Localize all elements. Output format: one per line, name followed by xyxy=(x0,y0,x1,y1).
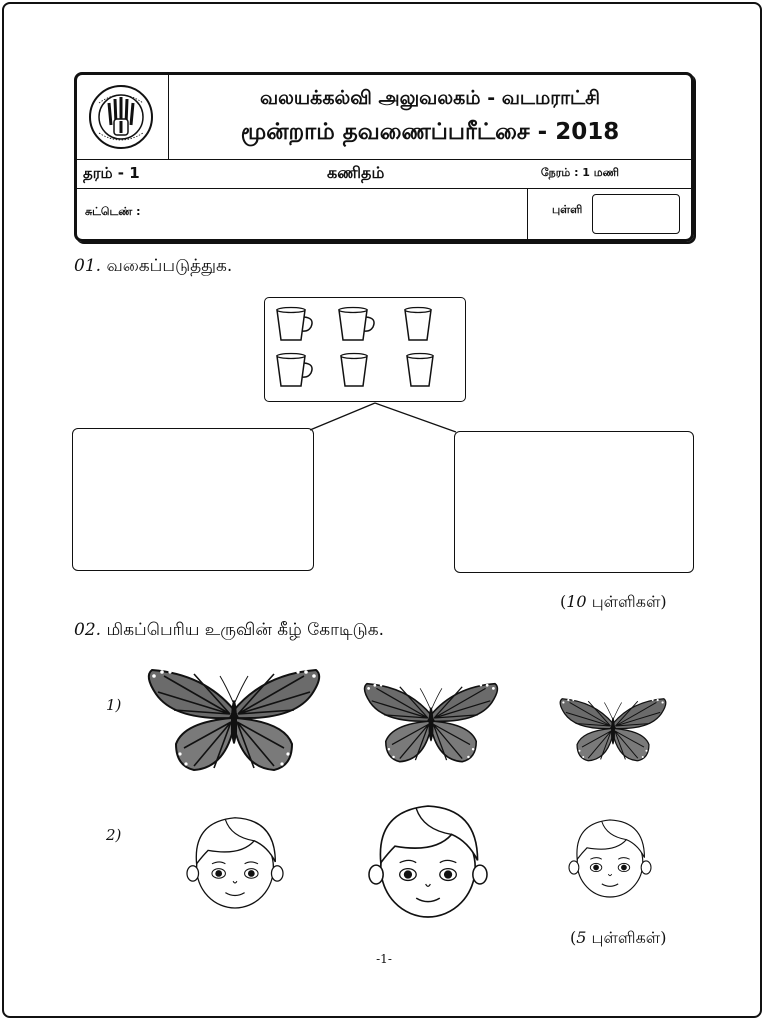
index-number-label: சுட்டெண் : xyxy=(85,205,141,218)
question-1-text: வகைப்படுத்துக. xyxy=(106,256,233,276)
grade-label: தரம் - 1 xyxy=(83,164,140,182)
marks-label: புள்ளி xyxy=(552,203,583,216)
row-1-label: 1) xyxy=(106,696,122,714)
boy-face-icon-large xyxy=(369,806,487,917)
boy-face-icon-medium xyxy=(187,818,283,908)
question-2-number: 02. xyxy=(74,620,102,640)
question-2-text: மிகப்பெரிய உருவின் கீழ் கோடிடுக. xyxy=(106,620,384,640)
boy-face-icon-small xyxy=(569,820,651,897)
butterfly-icon-small xyxy=(560,699,666,761)
question-2-marks: (5 புள்ளிகள்) xyxy=(570,928,667,947)
question-1-marks: (10 புள்ளிகள்) xyxy=(560,592,667,611)
office-name: வலயக்கல்வி அலுவலகம் - வடமராட்சி xyxy=(259,87,601,109)
subject-label: கணிதம் xyxy=(327,163,385,182)
page-number: -1- xyxy=(376,952,392,966)
butterfly-icon-large xyxy=(149,670,319,770)
time-label: நேரம் : 1 மணி xyxy=(540,166,619,179)
butterfly-icon-medium xyxy=(365,684,498,762)
exam-title: மூன்றாம் தவணைப்பரீட்சை - 2018 xyxy=(240,119,620,145)
row-2-label: 2) xyxy=(106,826,122,844)
question-1-number: 01. xyxy=(74,256,102,276)
